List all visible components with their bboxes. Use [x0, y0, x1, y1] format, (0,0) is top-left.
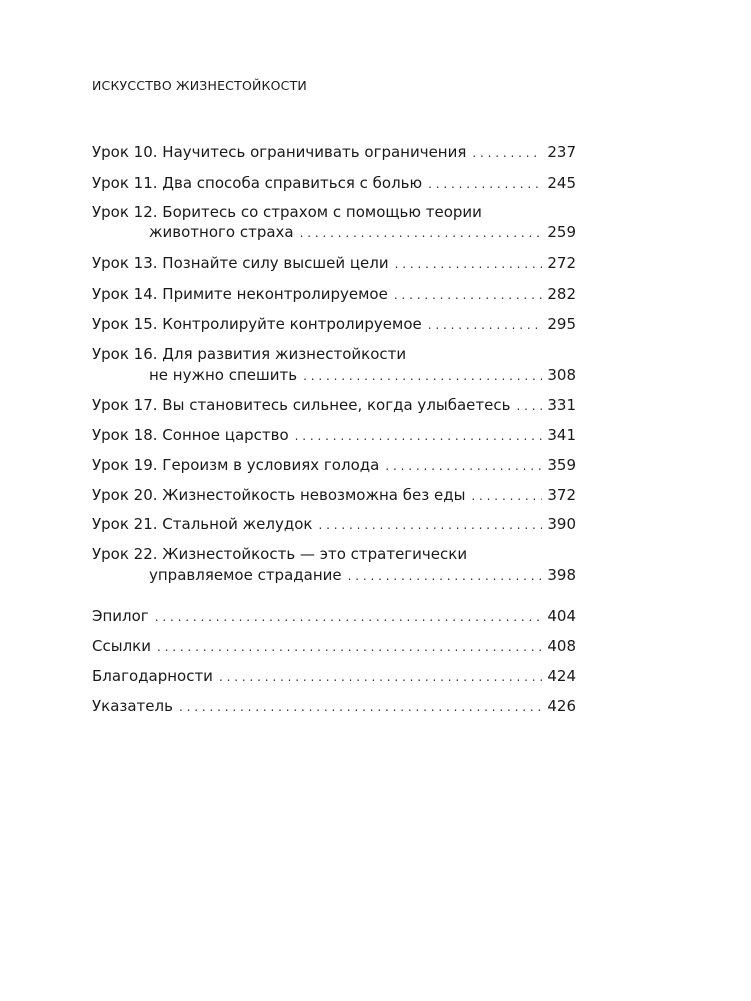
- dot-leader: [516, 395, 542, 417]
- toc-entry-index: [92, 695, 576, 717]
- toc-page-number: 424: [547, 667, 576, 685]
- toc-entry-title: Урок 19. Героизм в условиях голода: [92, 456, 380, 474]
- toc-entry-title: Урок 13. Познайте силу высшей цели: [92, 254, 389, 272]
- toc-page-number: 259: [547, 223, 576, 241]
- toc-entry-lesson-14: [92, 283, 576, 305]
- toc-entry-lesson-22-line-1: [92, 543, 576, 565]
- toc-entry-lesson-19: [92, 454, 576, 476]
- toc-entry-lesson-21: [92, 513, 576, 535]
- toc-page-number: 398: [547, 566, 576, 584]
- toc-entry-lesson-22-line-2: [92, 564, 576, 586]
- dot-leader: [179, 696, 542, 718]
- toc-entry-acknowledgements: [92, 665, 576, 687]
- dot-leader: [428, 314, 542, 336]
- toc-entry-title: Урок 16. Для развития жизнестойкости: [92, 345, 407, 363]
- toc-entry-title: Урок 20. Жизнестойкость невозможна без еды: [92, 486, 466, 504]
- toc-entry-title: Урок 18. Сонное царство: [92, 426, 289, 444]
- toc-entry-title-continued: животного страха: [149, 223, 294, 241]
- toc-entry-lesson-10: [92, 141, 576, 163]
- toc-page-number: 390: [547, 515, 576, 533]
- toc-entry-title: Урок 12. Боритесь со страхом с помощью теории: [92, 203, 482, 221]
- toc-entry-title-continued: управляемое страдание: [149, 566, 342, 584]
- toc-entry-lesson-15: [92, 313, 576, 335]
- toc-page-number: 359: [547, 456, 576, 474]
- toc-entry-title: Указатель: [92, 697, 173, 715]
- toc-entry-references: [92, 635, 576, 657]
- toc-entry-title: Урок 22. Жизнестойкость — это стратегически: [92, 545, 468, 563]
- dot-leader: [219, 666, 542, 688]
- toc-page-number: 404: [547, 607, 576, 625]
- toc-entry-title: Ссылки: [92, 637, 151, 655]
- dot-leader: [385, 455, 542, 477]
- toc-entry-title: Урок 10. Научитесь ограничивать ограничения: [92, 143, 467, 161]
- toc-entry-epilogue: [92, 605, 576, 627]
- dot-leader: [300, 222, 542, 244]
- toc-page-number: 426: [547, 697, 576, 715]
- toc-page-number: 245: [547, 174, 576, 192]
- toc-entry-title-continued: не нужно спешить: [149, 366, 298, 384]
- toc-page-number: 331: [547, 396, 576, 414]
- toc-entry-lesson-12-line-1: [92, 201, 576, 223]
- toc-entry-title: Урок 14. Примите неконтролируемое: [92, 285, 388, 303]
- dot-leader: [428, 173, 542, 195]
- toc-page-number: 272: [547, 254, 576, 272]
- dot-leader: [348, 565, 542, 587]
- toc-page-number: 341: [547, 426, 576, 444]
- toc-page-number: 372: [547, 486, 576, 504]
- dot-leader: [157, 636, 542, 658]
- toc-page-number: 408: [547, 637, 576, 655]
- toc-entry-lesson-13: [92, 252, 576, 274]
- toc-page-number: 282: [547, 285, 576, 303]
- toc-entry-lesson-16-line-1: [92, 343, 576, 365]
- toc-entry-lesson-11: [92, 172, 576, 194]
- toc-page-number: 237: [547, 143, 576, 161]
- toc-entry-title: Урок 21. Стальной желудок: [92, 515, 313, 533]
- dot-leader: [303, 365, 542, 387]
- toc-page-number: 308: [547, 366, 576, 384]
- toc-entry-lesson-16-line-2: [92, 364, 576, 386]
- dot-leader: [472, 142, 542, 164]
- dot-leader: [394, 284, 542, 306]
- running-head: ИСКУССТВО ЖИЗНЕСТОЙКОСТИ: [92, 78, 307, 93]
- toc-entry-title: Урок 15. Контролируйте контролируемое: [92, 315, 422, 333]
- dot-leader: [155, 606, 542, 628]
- toc-page-number: 295: [547, 315, 576, 333]
- toc-entry-title: Благодарности: [92, 667, 213, 685]
- toc-entry-title: Урок 11. Два способа справиться с болью: [92, 174, 423, 192]
- toc-entry-title: Урок 17. Вы становитесь сильнее, когда улыбаетесь: [92, 396, 511, 414]
- toc-entry-lesson-17: [92, 394, 576, 416]
- dot-leader: [318, 514, 542, 536]
- toc-entry-lesson-18: [92, 424, 576, 446]
- toc-entry-title: Эпилог: [92, 607, 149, 625]
- toc-entry-lesson-20: [92, 484, 576, 506]
- dot-leader: [295, 425, 542, 447]
- toc-entry-lesson-12-line-2: [92, 221, 576, 243]
- dot-leader: [395, 253, 542, 275]
- dot-leader: [471, 485, 542, 507]
